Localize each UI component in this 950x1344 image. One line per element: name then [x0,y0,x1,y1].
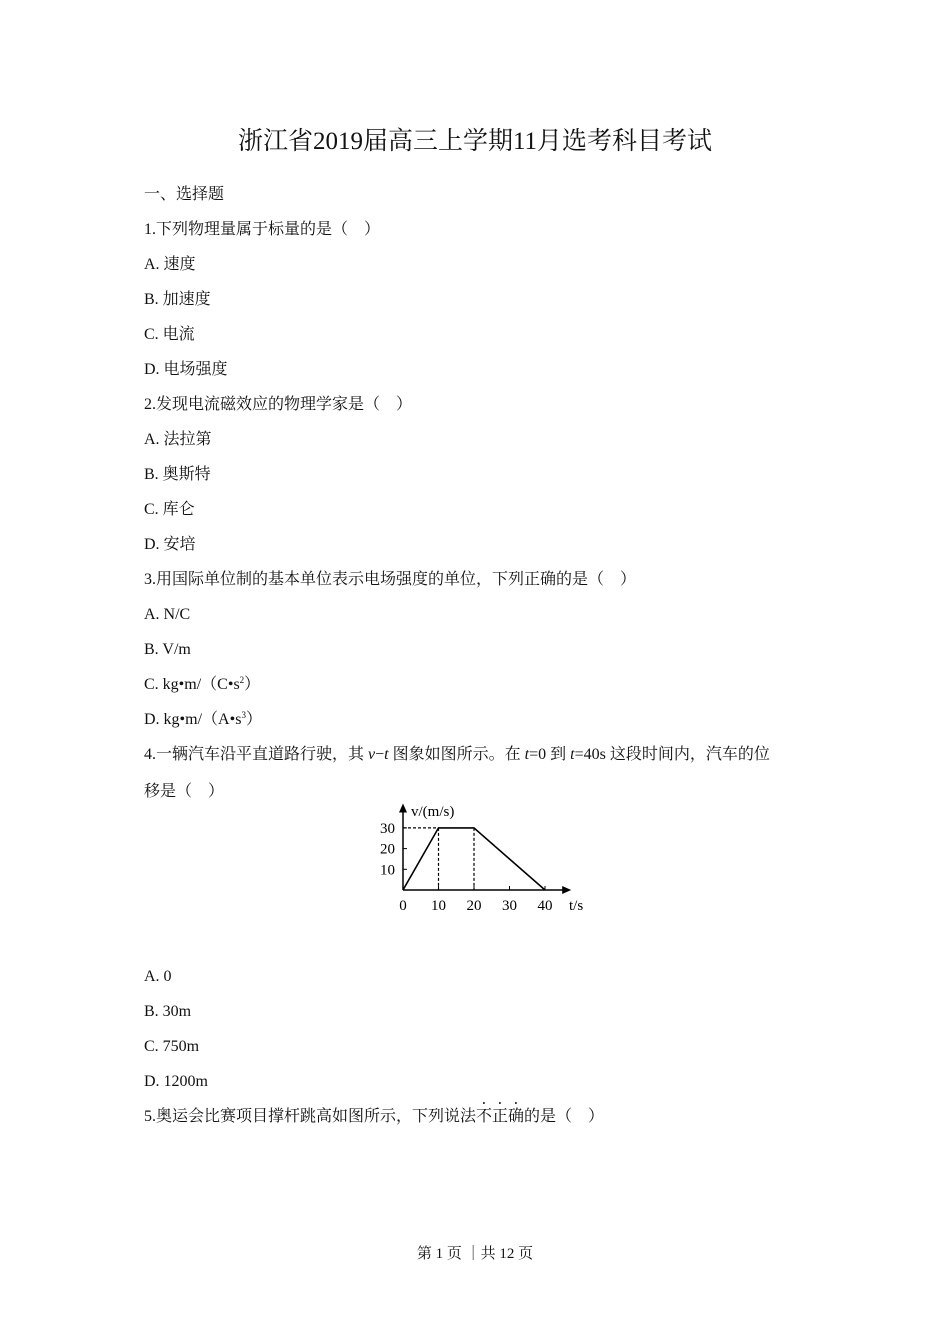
stem-text: 5.奥运会比赛项目撑杆跳高如图所示，下列说法 [144,1108,477,1125]
stem-var: v [368,746,376,763]
x-tick-label: 10 [431,898,446,914]
question-1-option-c: C. 电流 [144,326,195,343]
question-3-option-b: B. V/m [144,641,191,658]
option-text: D. kg•m/（A•s [144,711,242,728]
question-4-option-c: C. 750m [144,1038,200,1055]
question-5-stem [144,1099,824,1134]
question-2-option-c: C. 库仑 [144,501,195,518]
section-heading: 一、选择题 [144,186,225,203]
stem-text: − [375,746,385,763]
y-tick-label: 10 [380,862,395,879]
option-text: C. kg•m/（C•s [144,676,240,693]
question-2-option-a: A. 法拉第 [144,431,212,448]
stem-var: t [570,746,575,763]
y-tick-label: 30 [380,820,395,837]
stem-text: =0 到 [529,746,571,763]
question-4-stem-line2: 移是（ ） [144,783,225,800]
question-2-option-d: D. 安培 [144,536,196,553]
option-text: ） [245,711,262,728]
question-4-option-d: D. 1200m [144,1073,208,1090]
y-tick-label: 20 [380,841,395,858]
x-axis-arrow [562,886,571,894]
stem-text: 的是（ ） [524,1108,605,1125]
question-4-option-a: A. 0 [144,968,172,985]
y-axis-label: v/(m/s) [411,804,455,820]
question-3-option-d [144,702,824,737]
stem-text: 4.一辆汽车沿平直道路行驶，其 [144,746,369,763]
question-3-stem: 3.用国际单位制的基本单位表示电场强度的单位，下列正确的是（ ） [144,571,637,588]
page-footer: 第 1 页 ｜共 12 页 [416,1246,534,1262]
x-axis-label: t/s [569,898,584,914]
x-tick-label: 30 [502,898,517,914]
question-4-option-b: B. 30m [144,1003,192,1020]
x-tick-label: 0 [399,898,407,914]
question-3-option-a: A. N/C [144,606,191,623]
stem-var: t [384,746,389,763]
question-2-stem: 2.发现电流磁效应的物理学家是（ ） [144,396,413,413]
stem-var: t [524,746,530,763]
superscript: 3 [241,710,246,720]
x-tick-label: 40 [537,898,553,914]
question-4-stem [144,737,824,774]
superscript: 2 [239,675,245,685]
document-title: 浙江省2019届高三上学期11月选考科目考试 [237,128,713,155]
stem-text: 图象如图所示。在 [388,746,525,763]
emphasized-text: 不正确 [476,1108,525,1125]
stem-text: =40s 这段时间内，汽车的位 [574,746,770,763]
question-1-option-d: D. 电场强度 [144,361,228,378]
question-1-option-a: A. 速度 [144,256,196,273]
question-3-option-c [144,667,824,702]
question-2-option-b: B. 奥斯特 [144,466,211,483]
option-text: ） [244,676,261,693]
document-body [144,177,824,1134]
vt-chart-figure [144,804,824,959]
question-1-option-b: B. 加速度 [144,291,211,308]
vt-chart [365,804,595,922]
x-tick-label: 20 [466,898,482,914]
question-1-stem: 1.下列物理量属于标量的是（ ） [144,221,381,238]
